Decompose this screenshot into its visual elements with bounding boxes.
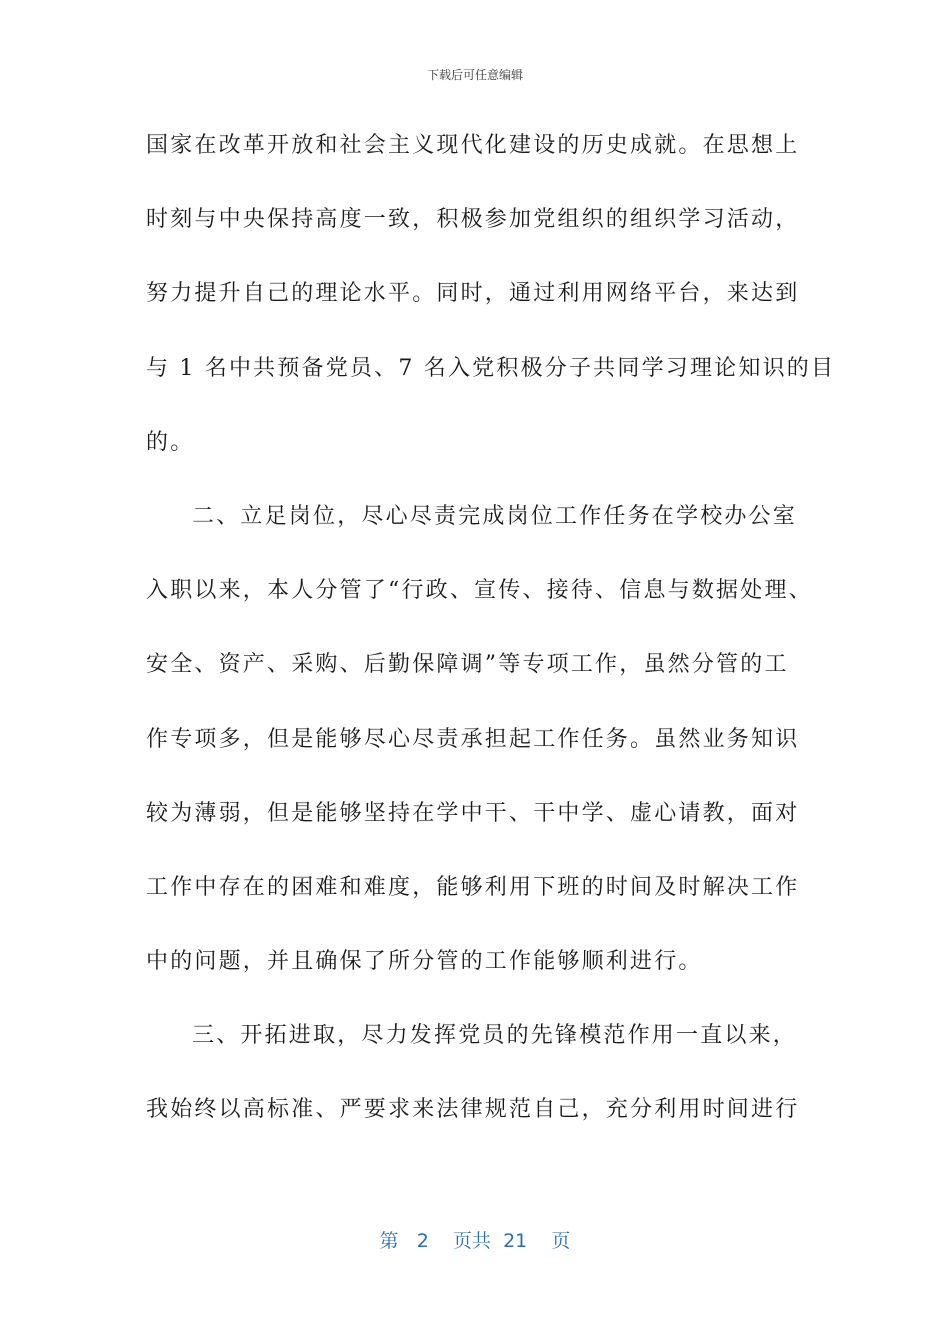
current-page-number: 2 bbox=[416, 1230, 429, 1252]
text-line: 作专项多，但是能够尽心尽责承担起工作任务。虽然业务知识 bbox=[146, 726, 800, 752]
text-line: 工作中存在的困难和难度，能够利用下班的时间及时解决工作 bbox=[146, 874, 800, 900]
total-pages-number: 21 bbox=[503, 1230, 528, 1252]
text-line: 国家在改革开放和社会主义现代化建设的历史成就。在思想上 bbox=[146, 133, 800, 158]
footer-suffix: 页 bbox=[551, 1230, 571, 1252]
text-line: 中的问题，并且确保了所分管的工作能够顺利进行。 bbox=[146, 949, 703, 975]
page-header: 下载后可任意编辑 bbox=[426, 68, 523, 82]
footer-middle: 页共 bbox=[452, 1230, 491, 1252]
text-line: 安全、资产、采购、后勤保障调”等专项工作，虽然分管的工 bbox=[146, 652, 789, 678]
section-heading-line: 三、开拓进取，尽力发挥党员的先锋模范作用一直以来， bbox=[192, 1023, 798, 1049]
text-line: 较为薄弱，但是能够坚持在学中干、干中学、虚心请教，面对 bbox=[146, 800, 800, 826]
footer-prefix: 第 bbox=[379, 1230, 399, 1252]
document-body bbox=[146, 129, 836, 1168]
text-line: 与 1 名中共预备党员、7 名入党积极分子共同学习理论知识的目 bbox=[146, 355, 836, 381]
text-line: 时刻与中央保持高度一致，积极参加党组织的组织学习活动， bbox=[146, 207, 800, 233]
section-heading-line: 二、立足岗位，尽心尽责完成岗位工作任务在学校办公室 bbox=[192, 503, 798, 529]
text-line: 努力提升自己的理论水平。同时，通过利用网络平台，来达到 bbox=[146, 281, 800, 307]
page-footer bbox=[0, 1226, 950, 1253]
text-line: 我始终以高标准、严要求来法律规范自己，充分利用时间进行 bbox=[146, 1097, 800, 1123]
text-line: 入职以来，本人分管了“行政、宣传、接待、信息与数据处理、 bbox=[146, 578, 813, 604]
text-line: 的。 bbox=[146, 429, 195, 455]
